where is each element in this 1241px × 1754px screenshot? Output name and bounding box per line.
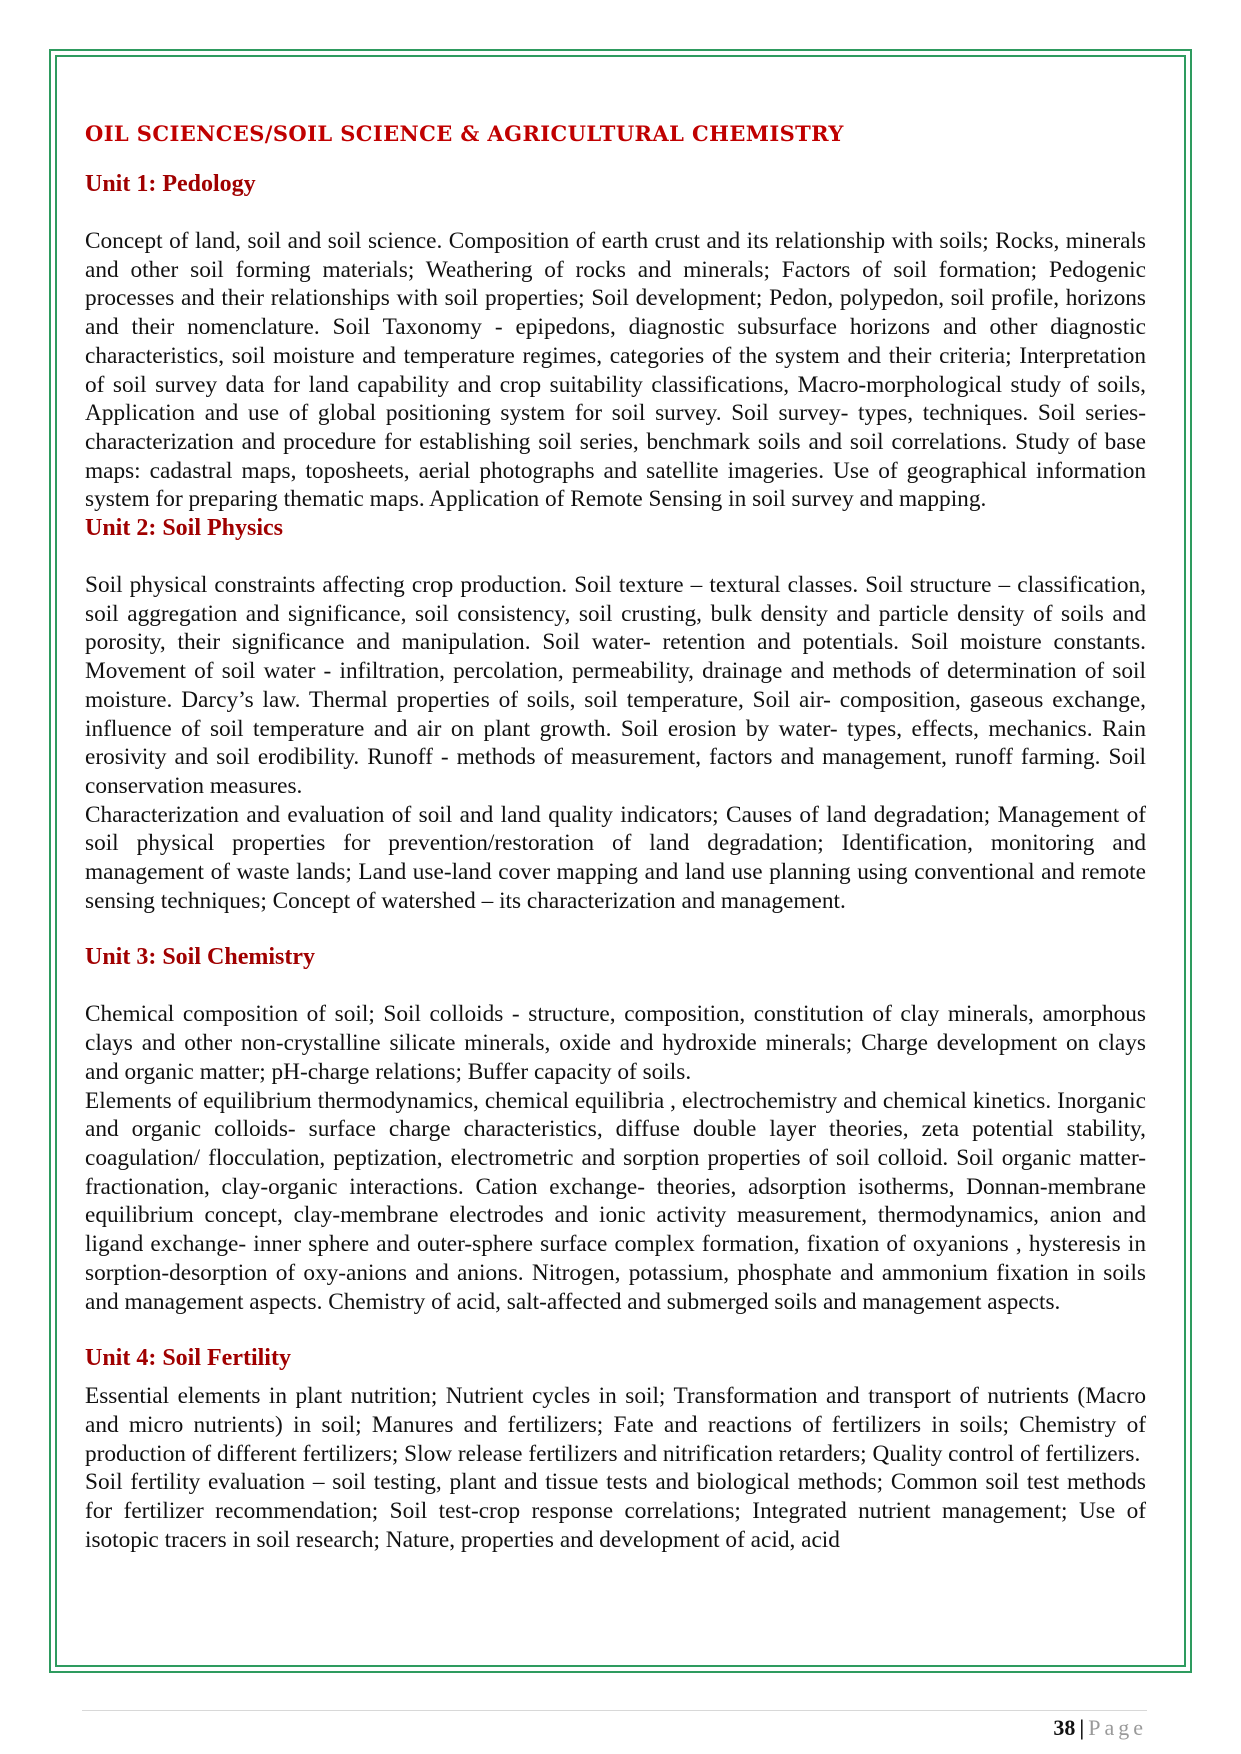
- paragraph: Soil physical constraints affecting crop production. Soil texture – textural classes. Soil structure – classification, soil aggregation and significance, soil consistency, soil crusting, bulk density and particle density of soils and porosity, their significance and manipulation. Soil water- retention and potentials. Soil moisture constants. Movement of soil water - infiltration, percolation, permeability, drainage and methods of determination of soil moisture. Darcy’s law. Thermal properties of soils, soil temperature, Soil air- composition, gaseous exchange, influence of soil temperature and air on plant growth. Soil erosion by water- types, effects, mechanics. Rain erosivity and soil erodibility. Runoff - methods of measurement, factors and management, runoff farming. Soil conservation measures.: [85, 572, 1146, 799]
- unit-section-soil-chemistry: [85, 943, 1146, 1316]
- page-separator: |: [1079, 1715, 1085, 1740]
- document-title: OIL SCIENCES/SOIL SCIENCE & AGRICULTURAL CHEMISTRY: [85, 121, 844, 146]
- unit-heading: Unit 4: Soil Fertility: [85, 1345, 291, 1372]
- unit-section-soil-physics: [85, 514, 1146, 915]
- page-label: Page: [1088, 1715, 1147, 1740]
- page-number: 38: [1053, 1715, 1076, 1740]
- unit-section-pedology: [85, 170, 1146, 514]
- paragraph: Soil fertility evaluation – soil testing, plant and tissue tests and biological methods; Common soil test methods for fertilizer recommendation; Soil test-crop response correlations; Integrated nutrient management; Use of isotopic tracers in soil research; Nature, properties and development of acid, acid: [85, 1469, 1146, 1553]
- unit-heading: Unit 1: Pedology: [85, 171, 256, 197]
- unit-heading: Unit 2: Soil Physics: [85, 515, 284, 542]
- paragraph: Chemical composition of soil; Soil colloids - structure, composition, constitution of clay minerals, amorphous clays and other non-crystalline silicate minerals, oxide and hydroxide minerals; Charge development on clays and organic matter; pH-charge relations; Buffer capacity of soils.: [85, 1001, 1146, 1085]
- unit-heading: Unit 3: Soil Chemistry: [85, 944, 315, 971]
- page-footer: [1053, 1714, 1147, 1742]
- paragraph: Concept of land, soil and soil science. Composition of earth crust and its relationship with soils; Rocks, minerals and other soil forming materials; Weathering of rocks and minerals; Factors of soil formation; Pedogenic processes and their relationships with soil properties; Soil development; Pedon, polypedon, soil profile, horizons and their nomenclature. Soil Taxonomy - epipedons, diagnostic subsurface horizons and other diagnostic characteristics, soil moisture and temperature regimes, categories of the system and their criteria; Interpretation of soil survey data for land capability and crop suitability classifications, Macro-morphological study of soils, Application and use of global positioning system for soil survey. Soil survey- types, techniques. Soil series- characterization and procedure for establishing soil series, benchmark soils and soil correlations. Study of base maps: cadastral maps, toposheets, aerial photographs and satellite imageries. Use of geographical information system for preparing thematic maps. Application of Remote Sensing in soil survey and mapping.: [85, 228, 1146, 513]
- unit-section-soil-fertility: [85, 1344, 1146, 1554]
- paragraph: Essential elements in plant nutrition; Nutrient cycles in soil; Transformation and transport of nutrients (Macro and micro nutrients) in soil; Manures and fertilizers; Fate and reactions of fertilizers in soils; Chemistry of production of different fertilizers; Slow release fertilizers and nitrification retarders; Quality control of fertilizers.: [85, 1383, 1146, 1467]
- footer-divider: [82, 1710, 1147, 1711]
- paragraph: Characterization and evaluation of soil and land quality indicators; Causes of land degradation; Management of soil physical properties for prevention/restoration of land degradation; Identification, monitoring and management of waste lands; Land use-land cover mapping and land use planning using conventional and remote sensing techniques; Concept of watershed – its characterization and management.: [85, 801, 1146, 914]
- paragraph: Elements of equilibrium thermodynamics, chemical equilibria , electrochemistry and chemical kinetics. Inorganic and organic colloids- surface charge characteristics, diffuse double layer theories, zeta potential stability, coagulation/ flocculation, peptization, electrometric and sorption properties of soil colloid. Soil organic matter-fractionation, clay-organic interactions. Cation exchange- theories, adsorption isotherms, Donnan-membrane equilibrium concept, clay-membrane electrodes and ionic activity measurement, thermodynamics, anion and ligand exchange- inner sphere and outer-sphere surface complex formation, fixation of oxyanions , hysteresis in sorption-desorption of oxy-anions and anions. Nitrogen, potassium, phosphate and ammonium fixation in soils and management aspects. Chemistry of acid, salt-affected and submerged soils and management aspects.: [85, 1087, 1146, 1315]
- page-content: [85, 118, 1146, 1554]
